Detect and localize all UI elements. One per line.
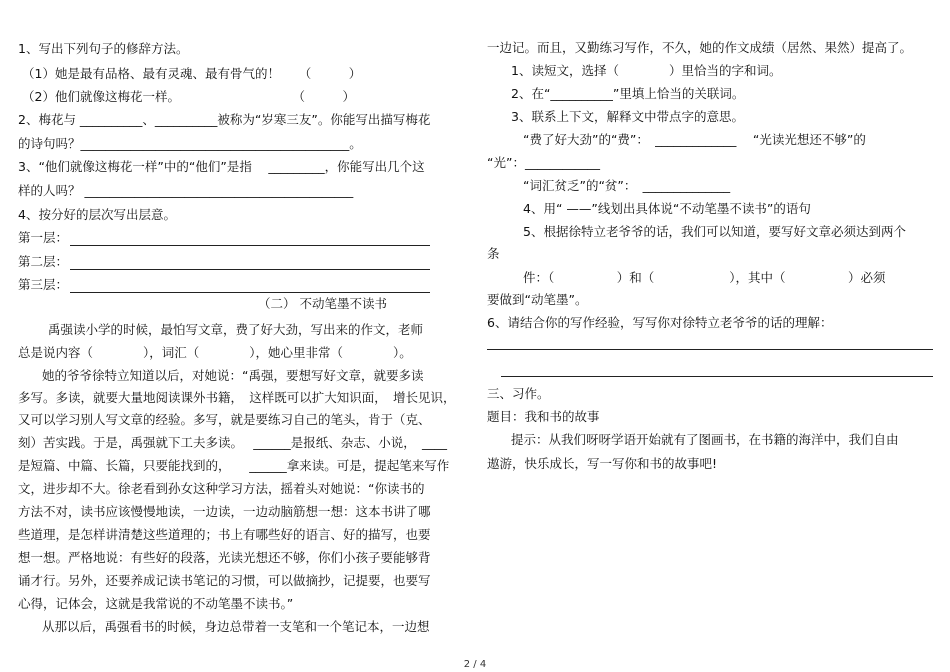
layer-2-answer-line — [70, 269, 430, 270]
page-number: 2 / 4 — [463, 659, 487, 670]
layer-1-label: 第一层： — [18, 230, 69, 245]
passage-line: 想一想。严格地说：有些好的段落，光读光想还不够，你们小孩子要能够背 — [18, 550, 431, 565]
passage-line: 又可以学习别人写文章的经验。多写，就是要练习自己的笔头，肯于（克、 — [18, 412, 431, 427]
passage-line: 总是说内容（ ），词汇（ ），她心里非常（ ）。 — [18, 345, 412, 360]
passage-line: 多写。多读，就要大量地阅读课外书籍， 这样既可以扩大知识面， 增长见识， — [18, 390, 456, 405]
passage-line: 是短篇、中篇、长篇，只要能找到的， ______拿来读。可是，提起笔来写作 — [18, 458, 450, 473]
passage-line: 禹强读小学的时候，最怕写文章，费了好大劲，写出来的作文，老师 — [48, 322, 424, 337]
question-1a: （1）她是最有品格、最有灵魂、最有骨气的！ （ ） — [22, 66, 362, 81]
question-4: 4、按分好的层次写出层意。 — [18, 207, 176, 222]
passage-line: 她的爷爷徐特立知道以后，对她说：“禹强，要想写好文章，就要多读 — [42, 368, 424, 383]
passage-line: 文，进步却不大。徐老看到孙女这种学习方法，摇着头对她说：“你读书的 — [18, 481, 425, 496]
layer-3-answer-line — [70, 292, 430, 293]
exercise-5-line3: 件：（ ）和（ ），其中（ ）必须 — [523, 270, 886, 285]
question-3-line2: 样的人吗？ ___________________________________________ — [18, 183, 354, 198]
passage-line: 心得，记体会，这就是我常说的不动笔墨不读书。” — [18, 596, 294, 611]
question-1b: （2）他们就像这梅花一样。 （ ） — [22, 89, 355, 104]
passage-continued: 一边记。而且，又勤练习写作，不久，她的作文成绩（居然、果然）提高了。 — [487, 40, 913, 55]
passage-line: 刻）苦实践。于是，禹强就下工夫多读。 ______是报纸、杂志、小说， ____ — [18, 435, 447, 450]
composition-topic: 题目：我和书的故事 — [487, 409, 600, 424]
exercise-3-item-c: “词汇贫乏”的“贫”： ______________ — [523, 178, 731, 193]
passage-line: 方法不对，读书应该慢慢地读，一边读，一边动脑筋想一想：这本书讲了哪 — [18, 504, 431, 519]
question-2-line2: 的诗句吗？___________________________________________。 — [18, 136, 362, 151]
exercise-5-line4: 要做到“动笔墨”。 — [487, 292, 588, 307]
passage-line: 些道理，是怎样讲清楚这些道理的；书上有哪些好的语言、好的描写，也要 — [18, 527, 431, 542]
exercise-6-answer-line — [487, 349, 933, 350]
composition-hint-line2: 遨游，快乐成长，写一写你和书的故事吧! — [487, 456, 718, 471]
passage-line: 从那以后，禹强看书的时候，身边总带着一支笔和一个笔记本，一边想 — [42, 619, 430, 634]
exercise-3-item-b: “光”：____________ — [487, 155, 600, 170]
exercise-5-line2: 条 — [487, 246, 500, 261]
question-1: 1、写出下列句子的修辞方法。 — [18, 41, 189, 56]
passage-line: 诵才行。另外，还要养成记读书笔记的习惯，可以做摘抄，记提要，也要写 — [18, 573, 431, 588]
layer-2-label: 第二层： — [18, 254, 69, 269]
exercise-1: 1、读短文，选择（ ）里恰当的字和词。 — [511, 63, 782, 78]
composition-hint-line1: 提示：从我们呀呀学语开始就有了图画书，在书籍的海洋中，我们自由 — [511, 432, 899, 447]
exercise-2: 2、在“__________”里填上恰当的关联词。 — [511, 86, 745, 101]
question-3-line1: 3、“他们就像这梅花一样”中的“他们”是指 _________，你能写出几个这 — [18, 159, 425, 174]
layer-3-label: 第三层： — [18, 277, 69, 292]
question-2-line1: 2、梅花与 __________、__________被称为“岁寒三友”。你能写出描写梅花 — [18, 112, 431, 127]
layer-1-answer-line — [70, 245, 430, 246]
exercise-3: 3、联系上下文，解释文中带点字的意思。 — [511, 109, 744, 124]
exercise-6-answer-line — [501, 376, 933, 377]
exercise-6: 6、请结合你的写作经验，写写你对徐特立老爷爷的话的理解： — [487, 315, 833, 330]
exercise-3-item-a: “费了好大劲”的“费”： _____________ “光读光想还不够”的 — [523, 132, 866, 147]
section-title: （二） 不动笔墨不读书 — [258, 296, 387, 311]
section-3-heading: 三、习作。 — [487, 386, 550, 401]
exercise-4: 4、用“ ——”线划出具体说“不动笔墨不读书”的语句 — [523, 201, 811, 216]
exercise-5-line1: 5、根据徐特立老爷爷的话，我们可以知道，要写好文章必须达到两个 — [523, 224, 906, 239]
